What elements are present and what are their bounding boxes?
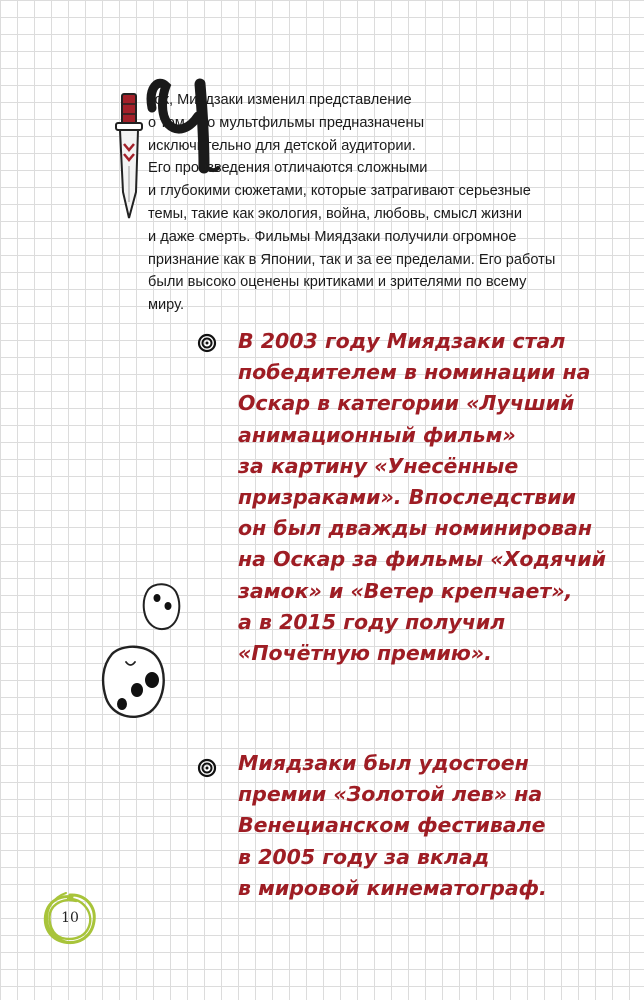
knife-icon (112, 92, 146, 222)
intro-line: Его произведения отличаются сложными (148, 160, 428, 177)
fact-line: В 2003 году Миядзаки стал (238, 329, 566, 353)
intro-line: о том, что мультфильмы предназначены (148, 114, 425, 131)
page-number-badge (40, 889, 100, 949)
kodama-spirit-icon (98, 638, 170, 722)
fact-line: он был дважды номинирован (238, 516, 593, 541)
scribble-bullet-icon (196, 757, 218, 779)
fact-line: за картину «Унесённые (238, 453, 519, 478)
fact-golden-lion (238, 748, 598, 904)
fact-line: замок» и «Ветер крепчает», (238, 578, 573, 603)
intro-line: миру. (148, 297, 185, 314)
fact-line: а в 2015 году получил (238, 609, 506, 634)
fact-line: в 2005 году за вклад (238, 844, 490, 869)
kodama-spirit-icon (140, 580, 184, 632)
fact-oscar (238, 326, 606, 669)
intro-line: ток, Миядзаки изменил представление (148, 92, 412, 108)
drop-cap-text: Ч (188, 152, 195, 163)
fact-line: в мировой кинематограф. (238, 875, 547, 900)
page-number: 10 (61, 910, 79, 926)
intro-line: признание как в Японии, так и за ее пределами. Его работы (148, 251, 556, 268)
fact-line: Венецианском фестивале (238, 813, 546, 838)
fact-line: Оскар в категории «Лучший (238, 391, 575, 416)
intro-line: были высоко оценены критиками и зрителями по всему (148, 274, 527, 291)
fact-line: «Почётную премию». (238, 641, 492, 666)
fact-line: анимационный фильм» (238, 422, 516, 447)
fact-line: победителем в номинации на (238, 360, 591, 385)
scribble-bullet-icon (196, 332, 218, 354)
fact-line: премии «Золотой лев» на (238, 782, 543, 807)
fact-line: призраками». Впоследствии (238, 485, 576, 510)
intro-line: исключительно для детской аудитории. (148, 137, 416, 154)
intro-line: и даже смерть. Фильмы Миядзаки получили огромное (148, 228, 517, 245)
fact-line: на Оскар за фильмы «Ходячий (238, 547, 606, 572)
intro-line: и глубокими сюжетами, которые затрагивают серьезные (148, 183, 531, 200)
intro-line: темы, такие как экология, война, любовь, смысл жизни (148, 205, 522, 222)
intro-paragraph (148, 89, 568, 317)
fact-line: Миядзаки был удостоен (238, 751, 529, 775)
